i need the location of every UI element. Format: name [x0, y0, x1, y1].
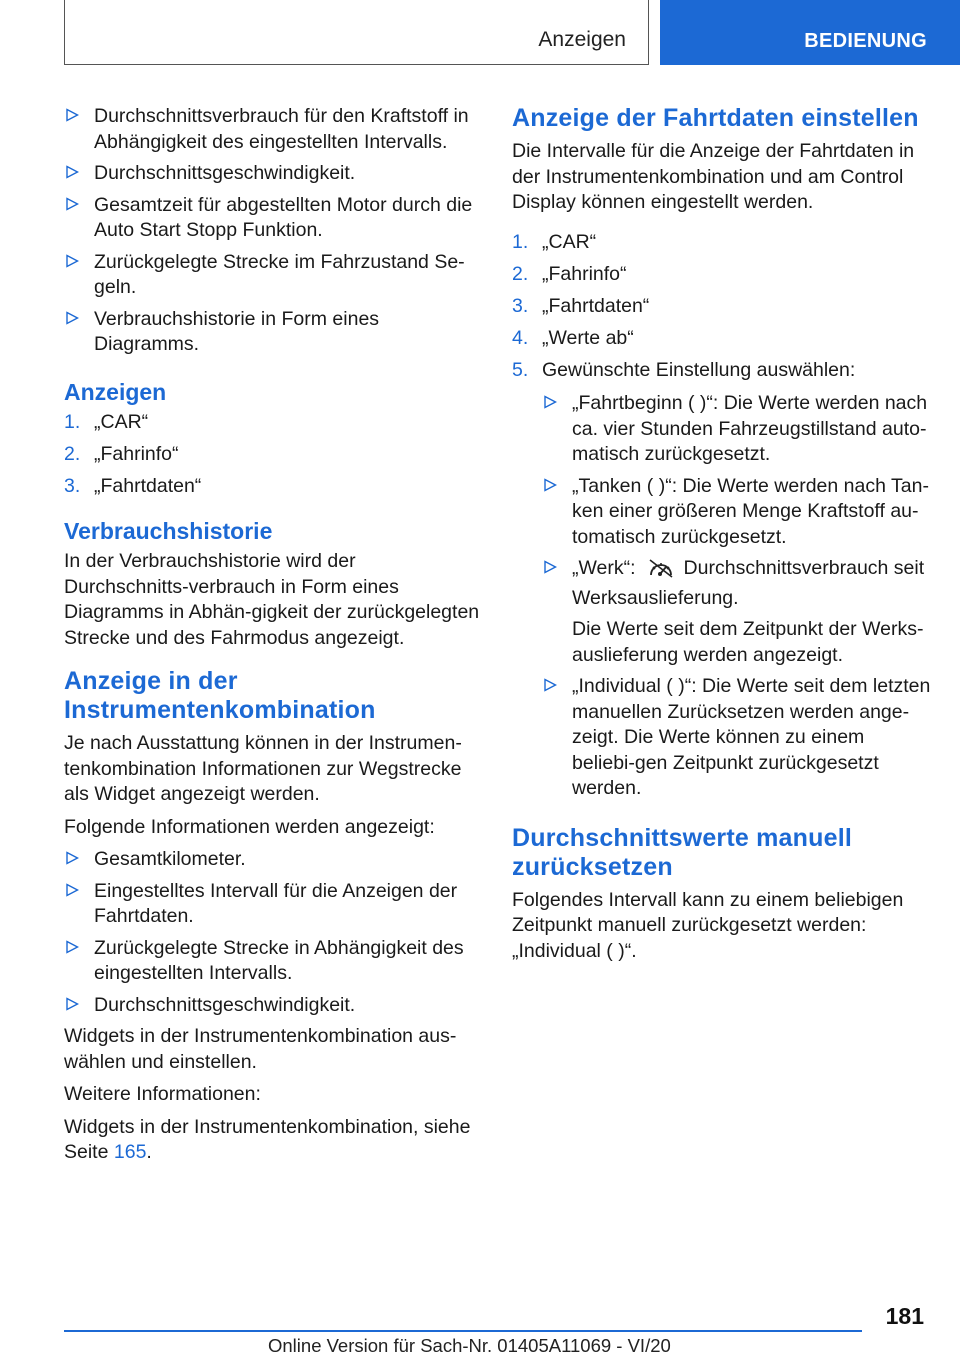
step-number: 2.	[64, 442, 81, 465]
list-item	[64, 161, 482, 187]
settings-sub-list	[542, 391, 932, 802]
list-item-text: Eingestelltes Intervall für die Anzeigen der Fahrtdaten.	[94, 879, 458, 927]
list-item-text: Durchschnittsverbrauch seit Werksauslieferung.	[572, 557, 925, 609]
kombi-paragraph	[64, 1115, 482, 1166]
list-item	[64, 879, 482, 930]
list-item	[542, 391, 932, 468]
step-number: 2.	[512, 262, 529, 285]
list-item-text: „Tanken ( )“: Die Werte werden nach Tan-ken einer größeren Menge Kraftstoff au-tomatisch zurückgesetzt.	[572, 474, 929, 548]
list-item-text: „Individual ( )“: Die Werte seit dem letzten manuellen Zurücksetzen werden ange-zeigt. Die Werte können zu einem beliebi-gen Zeitpunkt zurückgesetzt werden.	[572, 675, 931, 799]
triangle-right-icon	[65, 197, 79, 211]
kombi-paragraph: Je nach Ausstattung können in der Instrumen-tenkombination Informationen zur Wegstrecke als Widget angezeigt werden.	[64, 732, 462, 805]
anzeigen-steps	[64, 410, 482, 500]
triangle-right-icon	[65, 254, 79, 268]
fahrtdaten-text: Die Intervalle für die Anzeige der Fahrtdaten in der Instrumentenkombination und am Control Display können eingestellt werden.	[512, 140, 915, 213]
step-number: 3.	[64, 474, 81, 497]
kombi-paragraph: Widgets in der Instrumentenkombination aus-wählen und einstellen.	[64, 1025, 457, 1073]
triangle-right-icon	[65, 165, 79, 179]
step-text: „Fahrinfo“	[94, 442, 179, 465]
list-item-text: „Werk“:	[572, 557, 636, 579]
fahrtdaten-heading: Anzeige der Fahrtdaten einstellen	[512, 104, 919, 132]
triangle-right-icon	[65, 851, 79, 865]
step-text: „Fahrinfo“	[542, 262, 627, 285]
list-item-text: Zurückgelegte Strecke im Fahrzustand Se-geln.	[94, 250, 465, 298]
list-item	[64, 250, 482, 301]
header-section-box	[64, 0, 649, 65]
kombi-paragraph: Weitere Informationen:	[64, 1083, 261, 1105]
verbrauchshistorie-text: In der Verbrauchshistorie wird der Durchschnitts-verbrauch in Form eines Diagramms in Abhän-gigkeit der zurückgelegten Strecke und des Fahrmodus angezeigt.	[64, 550, 480, 649]
werk-note: Die Werte seit dem Zeitpunkt der Werks-auslieferung werden angezeigt.	[572, 618, 924, 666]
triangle-right-icon	[543, 560, 557, 574]
list-item-text: Durchschnittsgeschwindigkeit.	[94, 993, 356, 1016]
page-number: 181	[885, 1303, 924, 1329]
instrumentenkombination-heading: Anzeige in der Instrumentenkombination	[64, 667, 376, 724]
step-text: „Werte ab“	[542, 326, 634, 349]
step-text: „Fahrtdaten“	[542, 294, 650, 317]
list-item	[64, 993, 482, 1019]
step-item	[512, 262, 932, 288]
step-item	[64, 442, 482, 468]
list-item	[542, 674, 932, 802]
triangle-right-icon	[65, 108, 79, 122]
list-item	[64, 307, 482, 358]
fuel-consumption-icon	[648, 558, 674, 586]
triangle-right-icon	[543, 478, 557, 492]
list-item	[64, 104, 482, 155]
header-chapter-label: BEDIENUNG	[804, 30, 927, 52]
zuruecksetzen-text: Folgendes Intervall kann zu einem beliebigen Zeitpunkt manuell zurückgesetzt werden: „Individual ( )“.	[512, 888, 904, 962]
list-item-text: Verbrauchshistorie in Form eines Diagramms.	[94, 307, 380, 355]
list-item-text: Durchschnittsverbrauch für den Kraftstoff in Abhängigkeit des eingestellten Intervalls.	[94, 105, 469, 153]
step-item	[512, 358, 932, 802]
triangle-right-icon	[65, 940, 79, 954]
list-item	[64, 193, 482, 244]
list-item	[64, 936, 482, 987]
header-section-title: Anzeigen	[538, 28, 626, 51]
list-item	[542, 474, 932, 551]
reference-text: Widgets in der Instrumentenkombination, siehe Seite	[64, 1115, 471, 1163]
footer-divider	[64, 1330, 862, 1332]
list-item	[542, 556, 932, 668]
triangle-right-icon	[65, 883, 79, 897]
triangle-right-icon	[543, 395, 557, 409]
anzeigen-heading: Anzeigen	[64, 378, 167, 405]
step-number: 4.	[512, 326, 529, 349]
right-column	[512, 104, 932, 971]
list-item	[64, 847, 482, 873]
step-text: „Fahrtdaten“	[94, 474, 202, 497]
step-number: 5.	[512, 358, 529, 381]
page-reference-link[interactable]: 165	[113, 1141, 147, 1163]
fahrtdaten-steps	[512, 230, 932, 802]
kombi-paragraph: Folgende Informationen werden angezeigt:	[64, 815, 435, 838]
list-item-text: Gesamtkilometer.	[94, 848, 246, 870]
top-bullet-list	[64, 104, 482, 358]
step-number: 3.	[512, 294, 529, 317]
step-item	[64, 474, 482, 500]
triangle-right-icon	[65, 311, 79, 325]
header-chapter-tab	[660, 0, 960, 65]
footer-online-version: Online Version für Sach-Nr. 01405A11069 - VI/20	[268, 1335, 671, 1356]
zuruecksetzen-heading: Durchschnittswerte manuell zurücksetzen	[512, 823, 853, 881]
step-item	[512, 326, 932, 352]
step-number: 1.	[512, 230, 529, 253]
kombi-bullet-list	[64, 847, 482, 1018]
triangle-right-icon	[543, 678, 557, 692]
list-item-text: Zurückgelegte Strecke in Abhängigkeit des eingestellten Intervalls.	[94, 936, 464, 984]
step-item	[512, 294, 932, 320]
step-item	[512, 230, 932, 256]
verbrauchshistorie-heading: Verbrauchshistorie	[64, 518, 273, 544]
step-text: Gewünschte Einstellung auswählen:	[542, 358, 856, 381]
step-number: 1.	[64, 410, 81, 433]
reference-period: .	[146, 1141, 152, 1163]
list-item-text: „Fahrtbeginn ( )“: Die Werte werden nach ca. vier Stunden Fahrzeugstillstand auto-matisch zurückgesetzt.	[572, 392, 928, 465]
step-text: „CAR“	[94, 410, 149, 433]
left-column	[64, 104, 482, 1173]
list-item-text: Gesamtzeit für abgestellten Motor durch die Auto Start Stopp Funktion.	[94, 193, 473, 241]
list-item-text: Durchschnittsgeschwindigkeit.	[94, 162, 356, 184]
step-text: „CAR“	[542, 230, 597, 253]
step-item	[64, 410, 482, 436]
triangle-right-icon	[65, 997, 79, 1011]
